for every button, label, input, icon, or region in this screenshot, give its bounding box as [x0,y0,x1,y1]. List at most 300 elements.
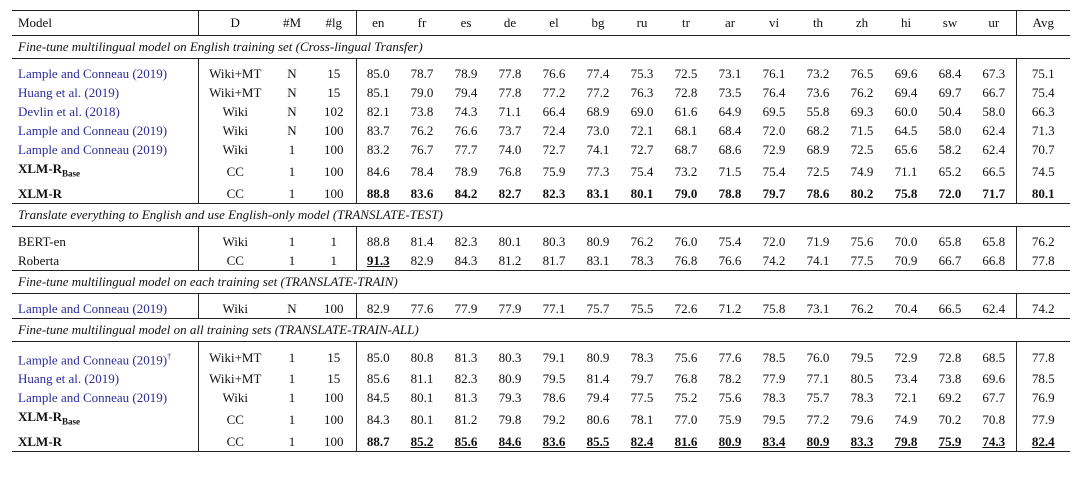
header-lang: sw [928,11,972,36]
score-cell: 76.1 [762,66,786,81]
score-cell: 55.8 [806,104,830,119]
score-cell: 75.8 [894,185,918,201]
table-row [12,140,1070,159]
score-cell: 81.6 [664,432,708,452]
score-cell: 77.2 [586,85,610,100]
score-cell: 75.9 [928,432,972,452]
score-cell: 80.5 [850,370,874,386]
section-header [12,36,1070,59]
score-cell: 80.1 [410,411,434,427]
score-cell: 88.8 [366,185,390,201]
model-name: XLM-R [18,433,63,449]
score-cell: 79.4 [586,389,610,405]
score-cell: 70.9 [894,252,918,268]
score-cell: 75.9 [542,163,566,179]
table-row [12,121,1070,140]
header-lang: bg [576,11,620,36]
score-cell: 80.9 [708,432,752,452]
model-name: BERT-en [18,233,66,249]
languages-cell: 100 [312,432,356,452]
score-cell: 88.7 [356,432,400,452]
score-cell: 83.6 [532,432,576,452]
avg-cell: 75.4 [1016,83,1070,102]
score-cell: 76.0 [674,233,698,249]
avg-cell: 82.4 [1016,432,1070,452]
header-avg: Avg [1016,11,1070,36]
avg-cell: 74.2 [1016,293,1070,318]
model-cell [12,59,198,84]
model-name: Lample and Conneau (2019) [18,300,168,316]
score-cell: 75.5 [630,300,654,316]
score-cell: 69.2 [938,389,962,405]
data-cell: Wiki+MT [209,370,262,386]
score-cell: 71.7 [982,185,1006,201]
score-cell: 77.6 [718,350,742,366]
table-row [12,388,1070,407]
avg-cell: 75.1 [1016,59,1070,84]
score-cell: 85.0 [366,350,390,366]
models-cell: 1 [288,411,296,427]
header-lang: fr [400,11,444,36]
header-lang: es [444,11,488,36]
model-name: Lample and Conneau (2019) [18,66,168,81]
section-title: Fine-tune multilingual model on each training set (TRANSLATE-TRAIN) [12,270,1070,293]
avg-cell: 76.9 [1016,388,1070,407]
score-cell: 77.4 [586,66,610,81]
languages-cell: 100 [312,140,356,159]
score-cell: 74.1 [586,142,610,157]
header-lang: ru [620,11,664,36]
score-cell: 76.8 [674,252,698,268]
section-title: Fine-tune multilingual model on English training set (Cross-lingual Transfer) [12,36,1070,59]
score-cell: 81.3 [454,350,478,366]
data-cell: Wiki [222,389,248,405]
data-cell: Wiki+MT [209,66,262,81]
score-cell: 74.3 [454,104,478,119]
header-lang: hi [884,11,928,36]
table-row [12,407,1070,432]
score-cell: 60.0 [894,104,918,119]
score-cell: 68.4 [938,66,962,81]
model-name: Lample and Conneau (2019) [18,389,168,405]
score-cell: 76.6 [542,66,566,81]
score-cell: 65.8 [938,233,962,249]
score-cell: 68.9 [806,142,830,157]
score-cell: 81.2 [454,411,478,427]
model-name: Huang et al. (2019) [18,370,120,386]
score-cell: 78.8 [718,185,742,201]
data-cell: Wiki [222,123,248,138]
model-cell [12,83,198,102]
header-model: Model [12,11,198,36]
score-cell: 81.7 [542,252,566,268]
languages-cell: 15 [312,369,356,388]
models-cell: 1 [288,142,296,157]
languages-cell: 15 [312,59,356,84]
avg-cell: 74.5 [1016,159,1070,184]
score-cell: 69.3 [850,104,874,119]
models-cell: 1 [288,350,296,366]
score-cell: 66.7 [938,252,962,268]
score-cell: 73.4 [894,370,918,386]
score-cell: 75.9 [718,411,742,427]
score-cell: 74.9 [894,411,918,427]
score-cell: 75.8 [762,300,786,316]
data-cell: Wiki [222,142,248,157]
score-cell: 76.3 [630,85,654,100]
score-cell: 79.0 [674,185,698,201]
model-name: Lample and Conneau (2019) [18,351,168,367]
data-cell: CC [226,411,244,427]
score-cell: 83.7 [366,123,390,138]
score-cell: 68.9 [586,104,610,119]
table-row [12,83,1070,102]
header-lg: #lg [312,11,356,36]
languages-cell: 15 [312,341,356,369]
header-lang: en [356,11,400,36]
score-cell: 82.9 [366,300,390,316]
model-cell [12,251,198,271]
score-cell: 68.4 [718,123,742,138]
score-cell: 66.5 [938,300,962,316]
score-cell: 75.7 [806,389,830,405]
score-cell: 76.7 [410,142,434,157]
score-cell: 74.2 [762,252,786,268]
score-cell: 81.4 [410,233,434,249]
score-cell: 72.8 [674,85,698,100]
score-cell: 73.2 [674,163,698,179]
data-cell: CC [226,185,244,201]
table-row [12,226,1070,251]
score-cell: 80.3 [542,233,566,249]
score-cell: 75.4 [630,163,654,179]
score-cell: 82.4 [620,432,664,452]
models-cell: N [287,66,297,81]
section-title: Translate everything to English and use English-only model (TRANSLATE-TEST) [12,203,1070,226]
score-cell: 58.0 [982,104,1006,119]
score-cell: 78.3 [762,389,786,405]
score-cell: 68.1 [674,123,698,138]
score-cell: 83.6 [410,185,434,201]
avg-cell: 76.2 [1016,226,1070,251]
score-cell: 77.5 [630,389,654,405]
score-cell: 76.2 [850,85,874,100]
score-cell: 78.3 [630,252,654,268]
score-cell: 69.6 [982,370,1006,386]
score-cell: 76.8 [498,163,522,179]
score-cell: 58.0 [938,123,962,138]
score-cell: 77.8 [498,85,522,100]
model-cell [12,341,198,369]
score-cell: 77.9 [762,370,786,386]
score-cell: 78.9 [454,66,478,81]
results-table [12,10,1070,452]
section-header [12,203,1070,226]
score-cell: 73.0 [586,123,610,138]
score-cell: 84.5 [366,389,390,405]
score-cell: 76.6 [454,123,478,138]
score-cell: 78.3 [850,389,874,405]
header-lang: de [488,11,532,36]
score-cell: 74.9 [850,163,874,179]
score-cell: 75.6 [674,350,698,366]
score-cell: 69.6 [894,66,918,81]
score-cell: 75.4 [762,163,786,179]
score-cell: 72.0 [938,185,962,201]
table-body [12,36,1070,452]
languages-cell: 100 [312,121,356,140]
score-cell: 91.3 [366,252,390,268]
score-cell: 77.9 [498,300,522,316]
avg-cell: 80.1 [1016,184,1070,204]
header-lang: vi [752,11,796,36]
models-cell: 1 [288,185,296,201]
avg-cell: 77.8 [1016,251,1070,271]
score-cell: 75.3 [630,66,654,81]
score-cell: 84.6 [366,163,390,179]
score-cell: 68.2 [806,123,830,138]
model-cell [12,407,198,432]
score-cell: 80.2 [850,185,874,201]
languages-cell: 100 [312,159,356,184]
score-cell: 75.6 [718,389,742,405]
model-cell [12,432,198,452]
score-cell: 72.9 [762,142,786,157]
score-cell: 85.5 [576,432,620,452]
score-cell: 80.9 [586,350,610,366]
score-cell: 82.9 [410,252,434,268]
score-cell: 50.4 [938,104,962,119]
model-name: Lample and Conneau (2019) [18,123,168,138]
score-cell: 79.2 [542,411,566,427]
languages-cell: 1 [312,226,356,251]
score-cell: 78.7 [410,66,434,81]
score-cell: 82.3 [454,233,478,249]
table-row [12,369,1070,388]
languages-cell: 102 [312,102,356,121]
avg-cell: 70.7 [1016,140,1070,159]
score-cell: 82.1 [366,104,390,119]
score-cell: 79.6 [850,411,874,427]
score-cell: 69.0 [630,104,654,119]
score-cell: 73.8 [410,104,434,119]
score-cell: 71.1 [894,163,918,179]
score-cell: 73.1 [718,66,742,81]
score-cell: 80.8 [410,350,434,366]
score-cell: 79.7 [630,370,654,386]
score-cell: 79.8 [884,432,928,452]
score-cell: 64.9 [718,104,742,119]
model-name: XLM-R [18,408,63,424]
score-cell: 77.3 [586,163,610,179]
models-cell: N [287,123,297,138]
score-cell: 65.8 [982,233,1006,249]
score-cell: 77.1 [542,300,566,316]
header-lang: zh [840,11,884,36]
score-cell: 79.0 [410,85,434,100]
score-cell: 77.6 [410,300,434,316]
models-cell: N [287,300,297,316]
languages-cell: 100 [312,293,356,318]
score-cell: 71.1 [498,104,522,119]
section-title: Fine-tune multilingual model on all training sets (TRANSLATE-TRAIN-ALL) [12,318,1070,341]
header-d: D [198,11,272,36]
score-cell: 84.3 [454,252,478,268]
models-cell: 1 [288,389,296,405]
score-cell: 76.2 [630,233,654,249]
data-cell: Wiki [222,104,248,119]
score-cell: 74.1 [806,252,830,268]
score-cell: 71.5 [718,163,742,179]
data-cell: Wiki [222,233,248,249]
score-cell: 81.3 [454,389,478,405]
model-cell [12,184,198,204]
score-cell: 79.5 [850,350,874,366]
score-cell: 62.4 [982,142,1006,157]
score-cell: 72.5 [850,142,874,157]
score-cell: 78.1 [630,411,654,427]
score-cell: 68.7 [674,142,698,157]
score-cell: 75.2 [674,389,698,405]
score-cell: 66.4 [542,104,566,119]
header-lang: tr [664,11,708,36]
score-cell: 69.5 [762,104,786,119]
score-cell: 65.2 [938,163,962,179]
model-name: Roberta [18,252,60,268]
avg-cell: 77.8 [1016,341,1070,369]
model-cell [12,140,198,159]
score-cell: 80.1 [630,185,654,201]
score-cell: 66.8 [982,252,1006,268]
score-cell: 70.4 [894,300,918,316]
table-row [12,293,1070,318]
table-row [12,341,1070,369]
score-cell: 80.9 [586,233,610,249]
header-lang: th [796,11,840,36]
score-cell: 76.5 [850,66,874,81]
score-cell: 82.3 [454,370,478,386]
score-cell: 85.6 [366,370,390,386]
score-cell: 72.4 [542,123,566,138]
table-row [12,102,1070,121]
model-cell [12,293,198,318]
score-cell: 77.7 [454,142,478,157]
model-name: Lample and Conneau (2019) [18,142,168,157]
data-cell: CC [226,163,244,179]
score-cell: 66.7 [982,85,1006,100]
score-cell: 83.2 [366,142,390,157]
score-cell: 65.6 [894,142,918,157]
score-cell: 77.2 [542,85,566,100]
score-cell: 81.1 [410,370,434,386]
score-cell: 79.4 [454,85,478,100]
score-cell: 84.6 [488,432,532,452]
score-cell: 80.1 [498,233,522,249]
score-cell: 73.5 [718,85,742,100]
avg-cell: 78.5 [1016,369,1070,388]
model-name: Devlin et al. (2018) [18,104,120,119]
score-cell: 68.6 [718,142,742,157]
model-subscript: Base [62,168,81,179]
model-cell [12,388,198,407]
score-cell: 74.3 [972,432,1016,452]
score-cell: 78.9 [454,163,478,179]
score-cell: 79.3 [498,389,522,405]
data-cell: Wiki [222,300,248,316]
avg-cell: 77.9 [1016,407,1070,432]
languages-cell: 100 [312,407,356,432]
score-cell: 62.4 [982,123,1006,138]
model-superscript: † [167,351,172,361]
score-cell: 83.1 [586,252,610,268]
score-cell: 76.2 [410,123,434,138]
score-cell: 75.4 [718,233,742,249]
score-cell: 77.2 [806,411,830,427]
score-cell: 79.5 [542,370,566,386]
languages-cell: 15 [312,83,356,102]
data-cell: Wiki+MT [209,85,262,100]
score-cell: 76.0 [806,350,830,366]
score-cell: 77.1 [806,370,830,386]
score-cell: 79.5 [762,411,786,427]
header-lang: ur [972,11,1016,36]
table-row [12,432,1070,452]
languages-cell: 1 [312,251,356,271]
score-cell: 72.1 [894,389,918,405]
score-cell: 70.2 [938,411,962,427]
score-cell: 85.2 [400,432,444,452]
score-cell: 72.0 [762,233,786,249]
model-name: XLM-R [18,161,63,176]
score-cell: 83.3 [840,432,884,452]
score-cell: 76.6 [718,252,742,268]
score-cell: 78.5 [762,350,786,366]
section-header [12,318,1070,341]
score-cell: 72.5 [674,66,698,81]
table-row [12,184,1070,204]
score-cell: 88.8 [366,233,390,249]
score-cell: 66.5 [982,163,1006,179]
model-cell [12,226,198,251]
score-cell: 79.7 [762,185,786,201]
table-row [12,159,1070,184]
score-cell: 80.9 [498,370,522,386]
score-cell: 73.6 [806,85,830,100]
score-cell: 58.2 [938,142,962,157]
score-cell: 77.9 [454,300,478,316]
score-cell: 76.2 [850,300,874,316]
score-cell: 78.4 [410,163,434,179]
model-name: Huang et al. (2019) [18,85,120,100]
score-cell: 72.5 [806,163,830,179]
score-cell: 80.6 [586,411,610,427]
score-cell: 70.0 [894,233,918,249]
score-cell: 64.5 [894,123,918,138]
model-cell [12,102,198,121]
languages-cell: 100 [312,388,356,407]
models-cell: 1 [288,163,296,179]
score-cell: 80.3 [498,350,522,366]
score-cell: 73.8 [938,370,962,386]
header-lang: ar [708,11,752,36]
score-cell: 80.1 [410,389,434,405]
model-cell [12,121,198,140]
section-header [12,270,1070,293]
model-subscript: Base [62,416,81,427]
score-cell: 68.5 [982,350,1006,366]
header-m: #M [272,11,312,36]
languages-cell: 100 [312,184,356,204]
